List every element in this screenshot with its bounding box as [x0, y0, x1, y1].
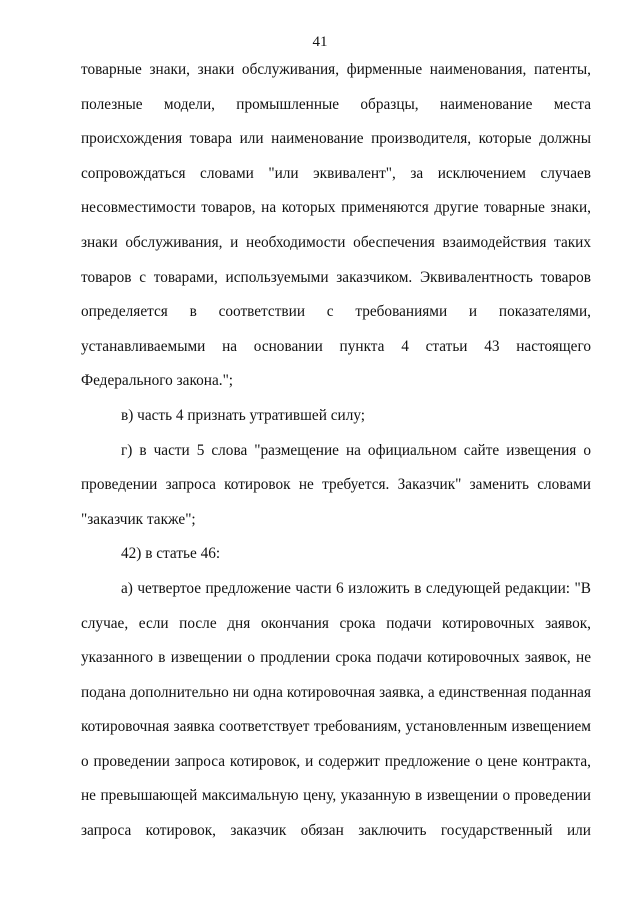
paragraph-continuation: товарные знаки, знаки обслуживания, фирменные наименования, патенты, полезные модели, промышленные образцы, наименование места происхождения товара или наименование производителя, которые должны сопровождаться словами "или эквивалент", за исключением случаев несовместимости товаров, на которых применяются другие товарные знаки, знаки обслуживания, и необходимости обеспечения взаимодействия таких товаров с товарами, используемыми заказчиком. Эквивалентность товаров определяется в соответствии с требованиями и показателями, устанавливаемыми на основании пункта 4 статьи 43 настоящего Федерального закона."; [81, 61, 591, 390]
document-body [81, 53, 591, 849]
paragraph-item-g: г) в части 5 слова "размещение на официальном сайте извещения о проведении запроса котировок не требуется. Заказчик" заменить словами "заказчик также"; [81, 441, 591, 528]
paragraph-item-v: в) часть 4 признать утратившей силу; [121, 406, 366, 424]
page-number: 41 [312, 34, 328, 50]
paragraph-item-42: 42) в статье 46: [121, 545, 221, 563]
paragraph-item-a: а) четвертое предложение части 6 изложить в следующей редакции: "В случае, если после дня окончания срока подачи котировочных заявок, указанного в извещении о продлении срока подачи котировочных заявок, не подана дополнительно ни одна котировочная заявка, а единственная поданная котировочная заявка соответствует требованиям, установленным извещением о проведении запроса котировок, и содержит предложение о цене контракта, не превышающей максимальную цену, указанную в извещении о проведении запроса котировок, заказчик обязан заключить государственный или [81, 579, 591, 840]
